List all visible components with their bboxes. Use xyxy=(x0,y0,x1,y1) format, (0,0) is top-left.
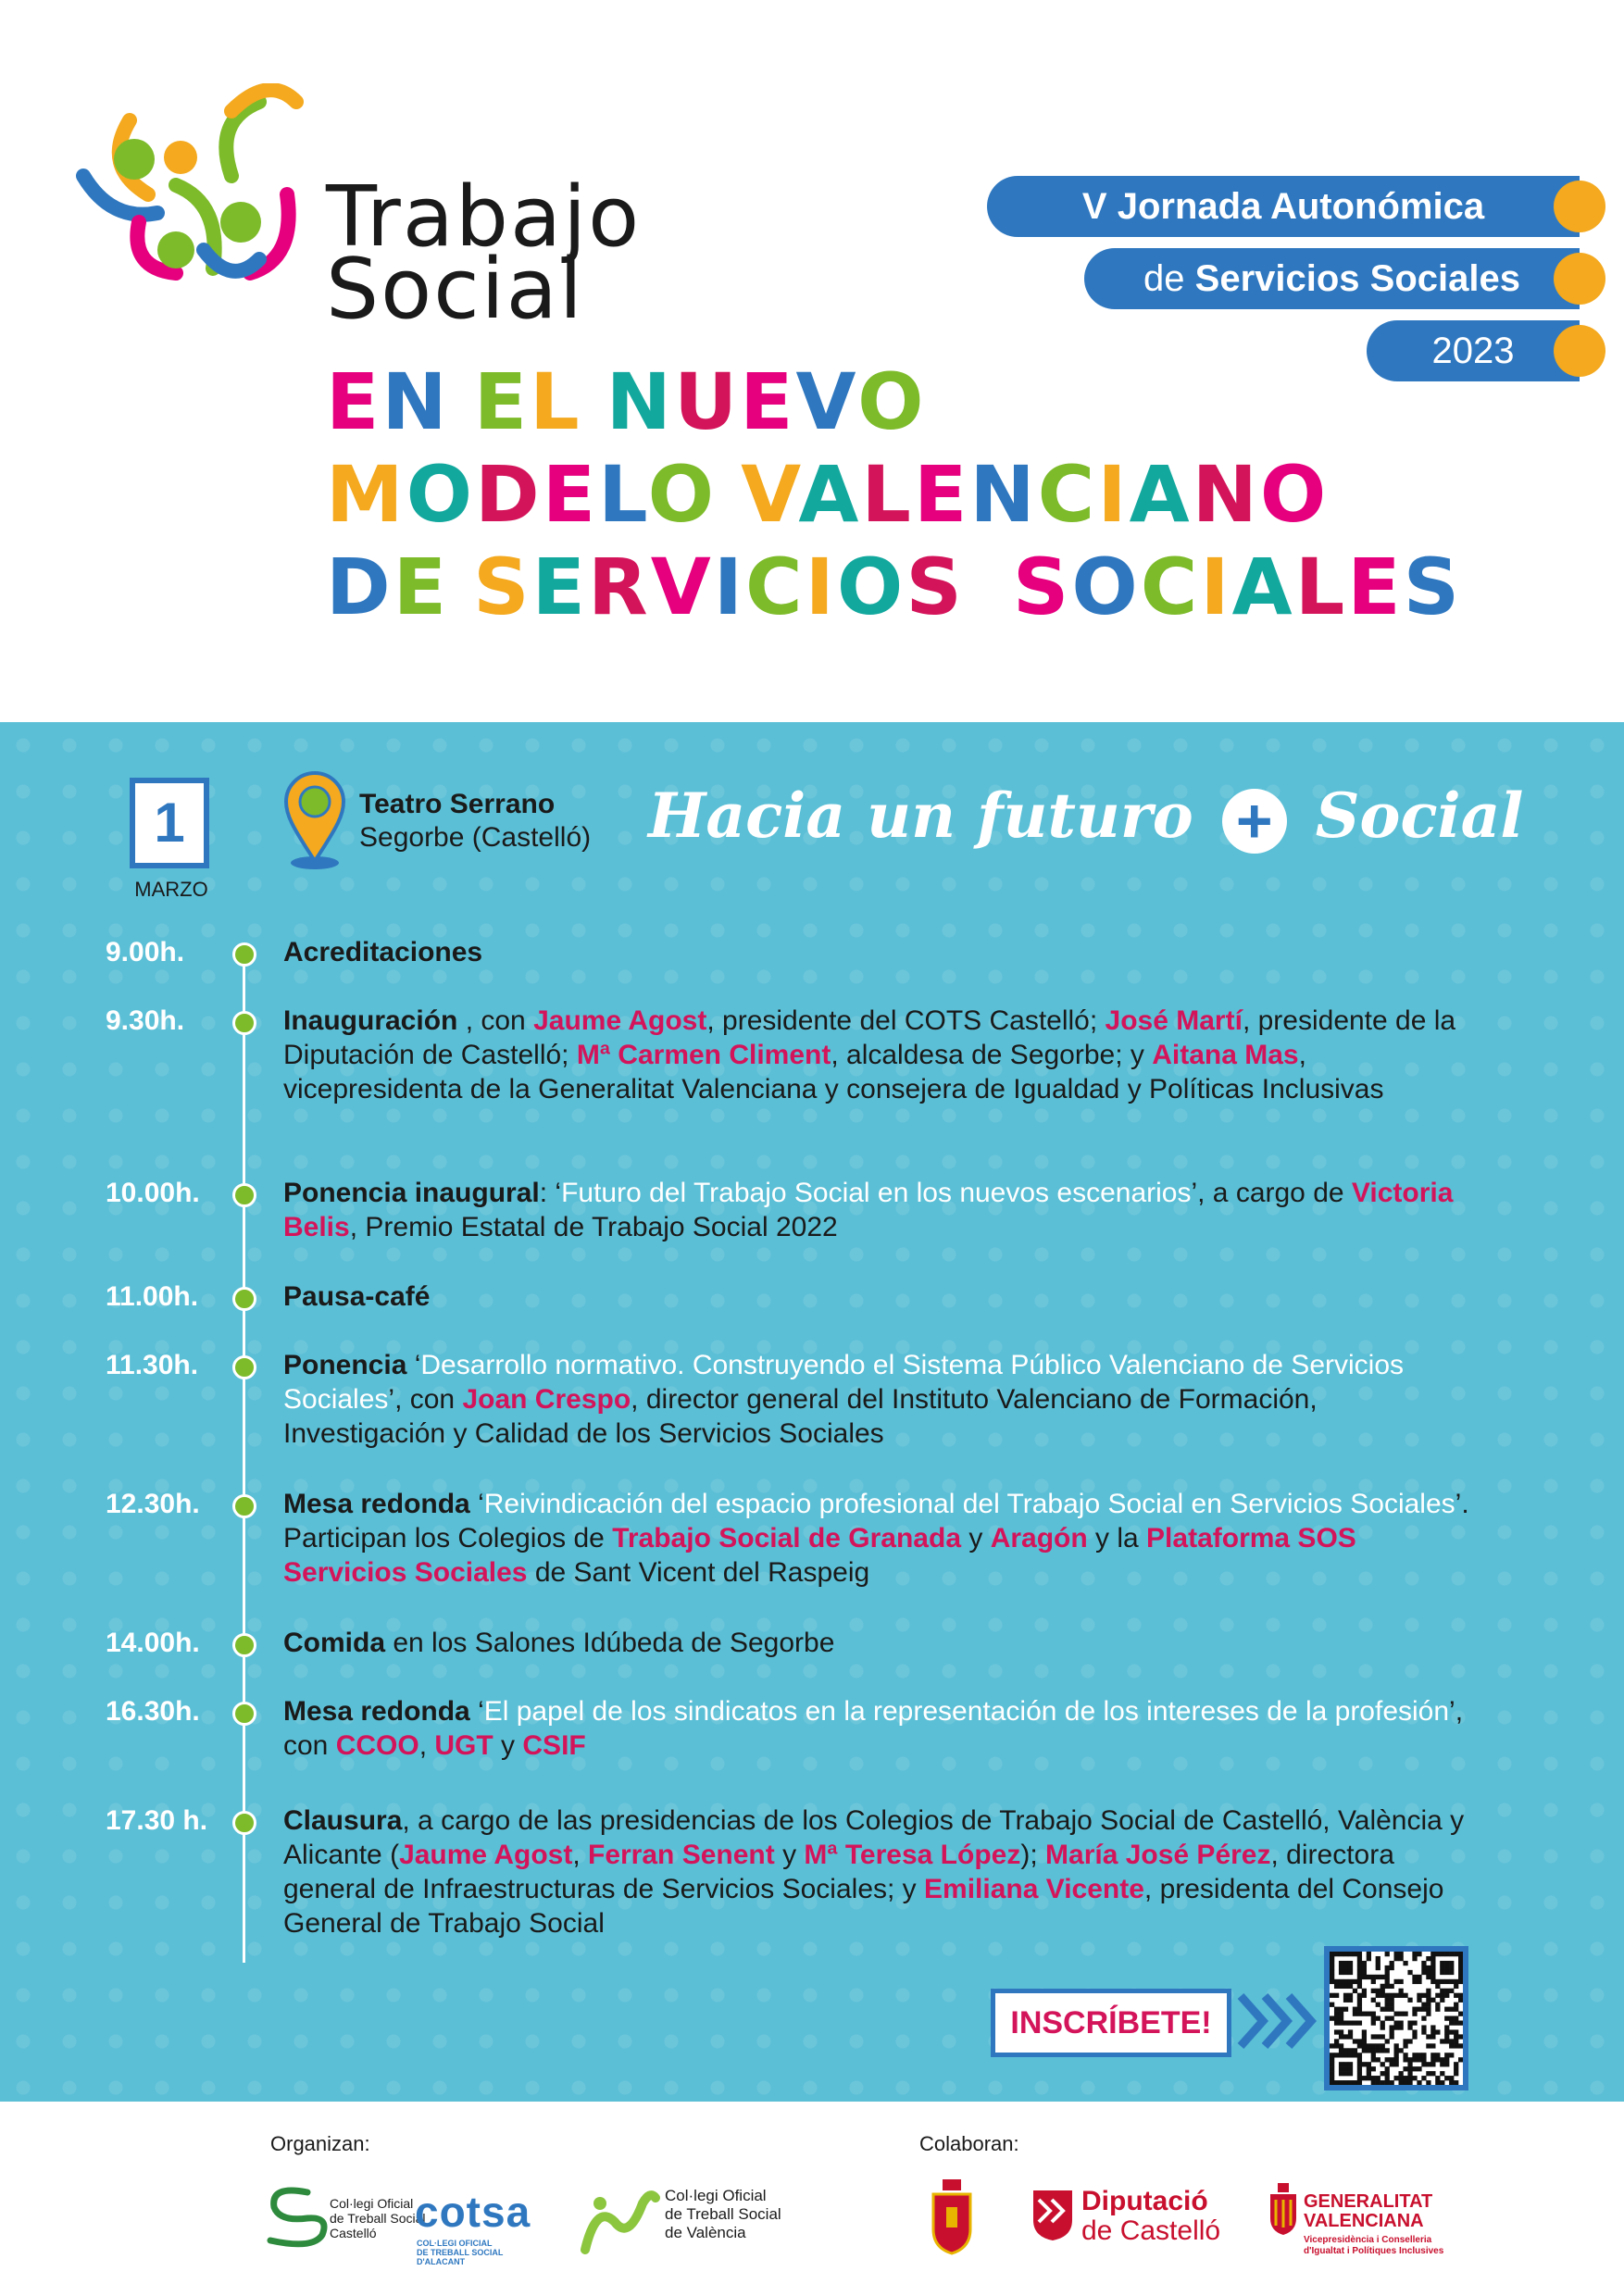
schedule-text-part: Emiliana Vicente xyxy=(924,1874,1144,1904)
timeline-dot xyxy=(232,1702,256,1726)
schedule-text-part: Pausa-café xyxy=(283,1281,431,1312)
schedule-text-part: ’. Participan los Colegios de xyxy=(283,1489,1469,1554)
schedule-text-part: de Sant Vicent del Raspeig xyxy=(527,1557,870,1588)
schedule-text-part: Joan Crespo xyxy=(462,1384,631,1415)
slogan xyxy=(648,780,1523,854)
schedule-text-part: , xyxy=(572,1840,588,1870)
schedule-text-part: Ferran Senent xyxy=(588,1840,775,1870)
schedule-text-part: , con xyxy=(457,1005,534,1036)
schedule-text-part: , presidenta del Consejo General de Trabajo Social xyxy=(283,1874,1444,1939)
collaborators-label: Colaboran: xyxy=(919,2132,1019,2155)
org-castello-line: Col·legi Oficial xyxy=(330,2196,414,2211)
cotsa-sub xyxy=(417,2239,503,2266)
schedule-item-text xyxy=(283,1694,1487,1763)
schedule-time: 16.30h. xyxy=(106,1696,200,1727)
timeline-dot xyxy=(232,942,256,967)
map-pin-icon xyxy=(282,770,347,872)
schedule-text-part: ’, con xyxy=(283,1696,1464,1761)
schedule-time: 10.00h. xyxy=(106,1178,200,1208)
cots-castello-logo-icon xyxy=(261,2185,335,2250)
schedule-text-part: José Martí xyxy=(1105,1005,1243,1036)
calendar-day: 1 xyxy=(130,778,209,868)
main-headline xyxy=(326,356,1463,632)
schedule-text-part: Clausura xyxy=(283,1805,403,1836)
generalitat-line: GENERALITAT xyxy=(1304,2191,1433,2212)
org-valencia-line: de Treball Social xyxy=(665,2205,781,2223)
schedule-text-part: y xyxy=(774,1840,805,1870)
schedule-text-part: y xyxy=(961,1523,991,1554)
org-castello-line: de Treball Social xyxy=(330,2211,426,2226)
timeline-dot xyxy=(232,1183,256,1207)
event-pill-jornada-text: V Jornada Autonómica xyxy=(1081,186,1485,227)
schedule-time: 14.00h. xyxy=(106,1628,200,1658)
event-pill-servicios-prefix: de xyxy=(1143,258,1195,299)
timeline-dot xyxy=(232,1633,256,1657)
schedule-text-part: Inauguración xyxy=(283,1005,458,1036)
cotsa-sub-line: D'ALACANT xyxy=(417,2257,466,2266)
event-pill-servicios-bold: Servicios Sociales xyxy=(1194,258,1520,299)
qr-code[interactable] xyxy=(1324,1946,1468,2090)
schedule-text-part: , alcaldesa de Segorbe; y xyxy=(831,1040,1153,1070)
schedule-text-part: Ponencia inaugural xyxy=(283,1178,540,1208)
schedule-text-part: , directora general de Infraestructuras de Servicios Sociales; y xyxy=(283,1840,1394,1904)
schedule-text-part: , presidente de la Diputación de Castelló; xyxy=(283,1005,1456,1070)
schedule-item-text xyxy=(283,1004,1487,1106)
schedule-item-text xyxy=(283,1487,1487,1590)
organizers-label: Organizan: xyxy=(270,2132,370,2155)
brand-trabajo: Trabajo xyxy=(326,168,642,266)
segorbe-coat-of-arms-icon xyxy=(930,2177,974,2255)
schedule-text-part: , vicepresidenta de la Generalitat Valenciana y consejera de Igualdad y Políticas Inclusivas xyxy=(283,1040,1384,1104)
qr-code-image xyxy=(1330,1952,1463,2085)
cotsa-sub-line: DE TREBALL SOCIAL xyxy=(417,2248,504,2257)
calendar-month: MARZO xyxy=(134,878,208,901)
org-valencia-line: Col·legi Oficial xyxy=(665,2187,767,2204)
schedule-time: 9.00h. xyxy=(106,937,185,967)
schedule-time: 11.30h. xyxy=(106,1350,199,1380)
chevrons-right-icon xyxy=(1235,1989,1318,2053)
org-castello-text xyxy=(330,2196,426,2240)
schedule-text-part: Aragón xyxy=(990,1523,1088,1554)
timeline-dot xyxy=(232,1494,256,1518)
generalitat-sub-line: Vicepresidència i Conselleria xyxy=(1304,2235,1432,2245)
org-valencia-line: de València xyxy=(665,2224,746,2241)
timeline-dot xyxy=(232,1811,256,1835)
schedule-item-text xyxy=(283,1803,1487,1940)
trabajo-social-logo xyxy=(74,83,324,287)
schedule-text-part: ‘ xyxy=(469,1489,484,1519)
schedule-text-part: Mesa redonda xyxy=(283,1696,470,1727)
schedule-text-part: Ponencia xyxy=(283,1350,407,1380)
schedule-time: 12.30h. xyxy=(106,1489,200,1519)
schedule-text-part: Comida xyxy=(283,1628,386,1658)
event-year-text: 2023 xyxy=(1431,331,1515,371)
slogan-text-before: Hacia un futuro xyxy=(648,780,1193,852)
event-pill-servicios xyxy=(1084,248,1580,309)
generalitat-sub-line: d'Igualtat i Polítiques Inclusives xyxy=(1304,2246,1444,2256)
org-castello-line: Castelló xyxy=(330,2226,377,2240)
generalitat-line: VALENCIANA xyxy=(1304,2211,1424,2231)
brand-social: Social xyxy=(326,241,584,338)
timeline-dot xyxy=(232,1011,256,1035)
schedule-item-text xyxy=(283,1279,1487,1314)
diputacio-line: de Castelló xyxy=(1081,2215,1221,2246)
pill-dot-2 xyxy=(1554,253,1605,305)
schedule-text-part: Desarrollo normativo. Construyendo el Sistema Público Valenciano de Servicios Sociales xyxy=(283,1350,1405,1415)
schedule-text-part: ’, con xyxy=(388,1384,463,1415)
signup-button[interactable]: INSCRÍBETE! xyxy=(991,1989,1231,2057)
schedule-text-part: CSIF xyxy=(522,1730,586,1761)
diputacio-logo-icon xyxy=(1030,2187,1076,2242)
plus-icon: + xyxy=(1222,789,1287,854)
diputacio-line: Diputació xyxy=(1081,2186,1208,2216)
venue-city: Segorbe (Castelló) xyxy=(359,822,592,853)
schedule-text-part: : ‘ xyxy=(539,1178,562,1208)
headline-line: EN EL NUEVO xyxy=(326,356,927,447)
schedule-text-part: Acreditaciones xyxy=(283,937,483,967)
cots-valencia-logo-icon xyxy=(578,2185,661,2259)
schedule-text-part: ); xyxy=(1020,1840,1046,1870)
schedule-text-part: en los Salones Idúbeda de Segorbe xyxy=(385,1628,835,1658)
cotsa-logo: cotsa xyxy=(415,2188,531,2236)
pill-dot-1 xyxy=(1554,181,1605,232)
schedule-text-part: Jaume Agost xyxy=(399,1840,573,1870)
generalitat-sub xyxy=(1304,2235,1443,2257)
schedule-text-part: y la xyxy=(1087,1523,1147,1554)
generalitat-text xyxy=(1304,2192,1432,2231)
schedule-text-part: Jaume Agost xyxy=(533,1005,707,1036)
schedule-text-part: Mª Carmen Climent xyxy=(576,1040,831,1070)
schedule-text-part: Plataforma SOS Servicios Sociales xyxy=(283,1523,1356,1588)
timeline-dot xyxy=(232,1355,256,1379)
schedule-text-part: CCOO xyxy=(335,1730,419,1761)
schedule-text-part: ’, a cargo de xyxy=(1191,1178,1352,1208)
schedule-item-text xyxy=(283,1176,1487,1244)
cotsa-sub-line: COL·LEGI OFICIAL xyxy=(417,2239,493,2248)
schedule-text-part: y xyxy=(493,1730,523,1761)
headline-line: MODELO VALENCIANO xyxy=(326,449,1330,540)
schedule-text-part: Aitana Mas xyxy=(1152,1040,1299,1070)
schedule-text-part: Reivindicación del espacio profesional del Trabajo Social en Servicios Sociales xyxy=(483,1489,1455,1519)
generalitat-logo-icon xyxy=(1265,2181,1302,2237)
schedule-text-part: ‘ xyxy=(469,1696,484,1727)
schedule-text-part: Trabajo Social de Granada xyxy=(612,1523,962,1554)
schedule-text-part: El papel de los sindicatos en la representación de los intereses de la profesión xyxy=(483,1696,1450,1727)
schedule-text-part: Mª Teresa López xyxy=(804,1840,1021,1870)
schedule-time: 9.30h. xyxy=(106,1005,185,1036)
venue-name: Teatro Serrano xyxy=(359,789,556,819)
timeline-dot xyxy=(232,1287,256,1311)
schedule-text-part: , Premio Estatal de Trabajo Social 2022 xyxy=(349,1212,838,1242)
event-pill-jornada xyxy=(987,176,1580,237)
schedule-text-part: Mesa redonda xyxy=(283,1489,470,1519)
schedule-time: 11.00h. xyxy=(106,1281,199,1312)
schedule-item-text xyxy=(283,1348,1487,1451)
schedule-text-part: Futuro del Trabajo Social en los nuevos escenarios xyxy=(561,1178,1192,1208)
slogan-text-after: Social xyxy=(1315,780,1524,852)
schedule-text-part: , director general del Instituto Valenciano de Formación, Investigación y Calidad de los Servicios Sociales xyxy=(283,1384,1318,1449)
pill-dot-3 xyxy=(1554,325,1605,377)
schedule-time: 17.30 h. xyxy=(106,1805,208,1836)
schedule-text-part: , presidente del COTS Castelló; xyxy=(706,1005,1106,1036)
schedule-text-part: , xyxy=(418,1730,435,1761)
schedule-text-part: Victoria Belis xyxy=(283,1178,1454,1242)
schedule-text-part: , a cargo de las presidencias de los Colegios de Trabajo Social de Castelló, València y Alicante ( xyxy=(283,1805,1465,1870)
diputacio-text xyxy=(1081,2187,1220,2246)
schedule-text-part: UGT xyxy=(434,1730,493,1761)
schedule-text-part: María José Pérez xyxy=(1045,1840,1271,1870)
schedule-item-text xyxy=(283,935,1487,969)
schedule-text-part: ‘ xyxy=(406,1350,421,1380)
schedule-item-text xyxy=(283,1626,1487,1660)
headline-line: DE SERVICIOS SOCIALES xyxy=(326,542,1463,632)
org-valencia-text xyxy=(665,2187,781,2242)
